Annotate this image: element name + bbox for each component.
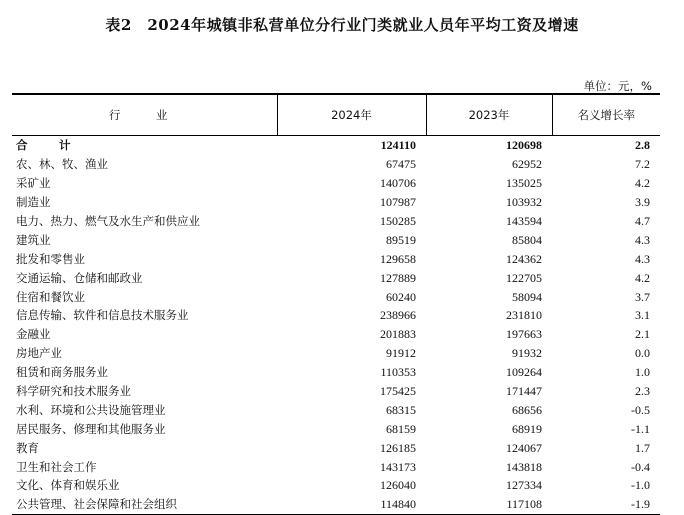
wage-2023-cell: 85804 (512, 232, 542, 247)
growth-rate-cell: 2.1 (635, 327, 650, 342)
wage-2024-cell: 107987 (380, 195, 416, 210)
wage-2023-cell: 109264 (506, 365, 542, 380)
growth-rate-cell: -0.5 (631, 402, 650, 417)
growth-rate-cell: 0.0 (635, 346, 650, 361)
industry-cell: 教育 (16, 440, 39, 455)
wage-2023-cell: 120698 (506, 138, 542, 153)
wage-2024-cell: 126185 (380, 440, 416, 455)
unit-note: 单位：元，% (583, 79, 652, 93)
table-row (12, 230, 660, 249)
wage-2024-cell: 89519 (386, 232, 416, 247)
wage-2024-cell: 91912 (386, 346, 416, 361)
table-row (12, 306, 660, 325)
growth-rate-cell: 2.8 (635, 138, 650, 153)
growth-rate-cell: 7.2 (635, 157, 650, 172)
industry-cell: 电力、热力、燃气及水生产和供应业 (16, 214, 200, 228)
industry-cell: 农、林、牧、渔业 (16, 157, 108, 172)
table-row (12, 363, 660, 382)
table-row (12, 174, 660, 193)
total-row (12, 136, 660, 155)
industry-cell: 公共管理、社会保障和社会组织 (12, 495, 277, 514)
industry-cell: 建筑业 (16, 232, 51, 247)
industry-cell: 采矿业 (16, 176, 51, 191)
wage-2023-cell: 124067 (506, 440, 542, 455)
wage-2023-cell: 68656 (512, 402, 542, 417)
industry-cell: 科学研究和技术服务业 (16, 384, 131, 399)
wage-2024-cell: 68159 (386, 421, 416, 436)
wage-2024-cell: 60240 (386, 289, 416, 304)
growth-rate-cell: -1.0 (631, 478, 650, 493)
header-2024: 2024年 (277, 94, 426, 136)
industry-cell: 合 计 (16, 138, 81, 153)
industry-cell: 水利、环境和公共设施管理业 (16, 402, 166, 417)
table-row (12, 212, 660, 231)
wage-2024-cell: 67475 (386, 157, 416, 172)
growth-rate-cell: 4.2 (635, 270, 650, 285)
table-row (12, 155, 660, 174)
growth-rate-cell: 4.7 (635, 214, 650, 228)
growth-rate-cell: 4.3 (635, 251, 650, 266)
table-row (12, 476, 660, 495)
wage-2023-cell: 58094 (512, 289, 542, 304)
wage-2024-cell: 110353 (380, 365, 416, 380)
table-row (12, 325, 660, 344)
wage-2023-cell: 135025 (506, 176, 542, 191)
growth-rate-cell: 4.3 (635, 232, 650, 247)
table-title: 表2 2024年城镇非私营单位分行业门类就业人员年平均工资及增速 (105, 16, 579, 34)
wage-2024-cell: 127889 (380, 270, 416, 285)
wage-2023-cell: 127334 (506, 478, 542, 493)
table-row (12, 382, 660, 401)
industry-cell: 交通运输、仓储和邮政业 (16, 270, 143, 285)
wage-2023-cell: 171447 (506, 384, 542, 399)
growth-rate-cell: -1.1 (631, 421, 650, 436)
table-row (12, 268, 660, 287)
table-row (12, 438, 660, 457)
wage-2024-cell: 126040 (380, 478, 416, 493)
header-2023: 2023年 (426, 94, 552, 136)
industry-cell: 卫生和社会工作 (16, 459, 97, 474)
wage-2023-cell: 117108 (426, 495, 552, 514)
table-row (12, 344, 660, 363)
header-growth: 名义增长率 (552, 94, 660, 136)
growth-rate-cell: 3.1 (635, 308, 650, 323)
wage-2024-cell: 68315 (386, 402, 416, 417)
wage-2023-cell: 103932 (506, 195, 542, 210)
wage-2023-cell: 197663 (506, 327, 542, 342)
wage-2023-cell: 68919 (512, 421, 542, 436)
growth-rate-cell: 1.0 (635, 365, 650, 380)
growth-rate-cell: 3.9 (635, 195, 650, 210)
table-row (12, 193, 660, 212)
wage-2024-cell: 114840 (277, 495, 426, 514)
wage-2024-cell: 129658 (380, 251, 416, 266)
header-row (12, 94, 660, 136)
wage-2024-cell: 143173 (380, 459, 416, 474)
growth-rate-cell: 3.7 (635, 289, 650, 304)
growth-rate-cell: 4.2 (635, 176, 650, 191)
table-header (12, 94, 660, 136)
wage-2023-cell: 143818 (506, 459, 542, 474)
industry-cell: 金融业 (16, 327, 51, 342)
wage-2023-cell: 122705 (506, 270, 542, 285)
wage-2024-cell: 124110 (380, 138, 416, 153)
wage-table (12, 93, 660, 515)
table-row (12, 400, 660, 419)
industry-cell: 文化、体育和娱乐业 (16, 478, 120, 493)
table-row (12, 495, 660, 514)
growth-rate-cell: -0.4 (631, 459, 650, 474)
table-row (12, 419, 660, 438)
wage-2024-cell: 175425 (380, 384, 416, 399)
industry-cell: 房地产业 (16, 346, 62, 361)
wage-2023-cell: 124362 (506, 251, 542, 266)
wage-2023-cell: 91932 (512, 346, 542, 361)
industry-cell: 信息传输、软件和信息技术服务业 (16, 308, 189, 323)
wage-2023-cell: 143594 (506, 214, 542, 228)
industry-cell: 批发和零售业 (16, 251, 85, 266)
growth-rate-cell: 1.7 (635, 440, 650, 455)
table-row (12, 249, 660, 268)
industry-cell: 住宿和餐饮业 (16, 289, 85, 304)
growth-rate-cell: 2.3 (635, 384, 650, 399)
wage-2023-cell: 231810 (506, 308, 542, 323)
wage-2024-cell: 201883 (380, 327, 416, 342)
wage-2023-cell: 62952 (512, 157, 542, 172)
wage-2024-cell: 140706 (380, 176, 416, 191)
header-industry: 行 业 (12, 94, 277, 136)
wage-2024-cell: 150285 (380, 214, 416, 228)
industry-cell: 租赁和商务服务业 (16, 365, 108, 380)
table-row (12, 287, 660, 306)
growth-rate-cell: -1.9 (552, 495, 660, 514)
industry-cell: 制造业 (16, 195, 51, 210)
table-body (12, 136, 660, 515)
wage-2024-cell: 238966 (380, 308, 416, 323)
table-row (12, 457, 660, 476)
industry-cell: 居民服务、修理和其他服务业 (16, 421, 166, 436)
